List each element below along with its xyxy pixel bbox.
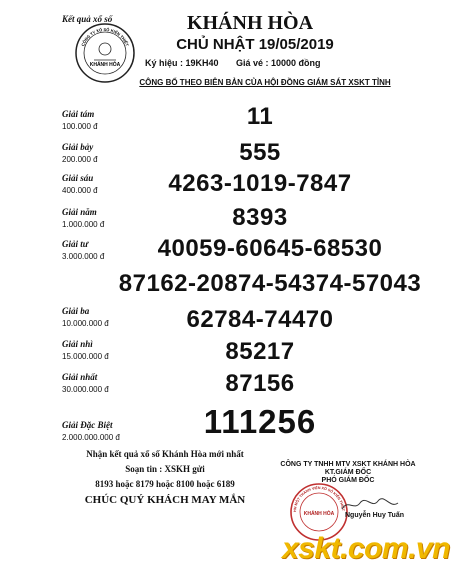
prize-numbers: 40059-60645-68530 xyxy=(157,235,383,262)
prize-amount: 200.000 đ xyxy=(62,155,98,164)
prize-numbers: 11 xyxy=(246,103,274,130)
prize-numbers: 4263-1019-7847 xyxy=(168,170,352,197)
prize-amount: 10.000.000 đ xyxy=(62,319,109,328)
prize-name: Giải sáu xyxy=(62,173,94,183)
draw-date: CHỦ NHẬT 19/05/2019 xyxy=(176,36,334,53)
prize-name: Giải ba xyxy=(62,306,90,316)
prize-name: Giải nhất xyxy=(62,372,98,382)
prize-amount: 3.000.000 đ xyxy=(62,252,105,261)
prize-amount: 400.000 đ xyxy=(62,186,98,195)
signer-name: Nguyễn Huy Tuấn xyxy=(345,512,404,519)
prize-name: Giải tám xyxy=(62,109,95,119)
prize-numbers-line2: 87162-20874-54374-57043 xyxy=(118,270,422,297)
prize-numbers: 87156 xyxy=(225,370,295,397)
seal-ring-text: CÔNG TY XỔ SỐ KIẾN THIẾT xyxy=(80,26,130,47)
prize-numbers: 555 xyxy=(239,139,281,166)
prize-amount: 100.000 đ xyxy=(62,122,98,131)
signature-role: PHÓ GIÁM ĐỐC xyxy=(321,477,375,484)
ticket-ref: Ký hiệu : 19KH40 xyxy=(145,58,219,68)
prize-name: Giải bảy xyxy=(62,142,94,152)
prize-amount: 1.000.000 đ xyxy=(62,220,105,229)
page-title: KHÁNH HÒA xyxy=(186,12,314,34)
prize-name: Giải Đặc Biệt xyxy=(62,420,113,430)
company-name: CÔNG TY TNHH MTV XSKT KHÁNH HÒA xyxy=(280,461,416,468)
ticket-price: Giá vé : 10000 đồng xyxy=(236,58,321,68)
watermark-logo: xskt.com.vn xyxy=(282,532,450,565)
stamp-text: HH MỘT THÀNH VIÊN XỔ SỐ KIẾN THIẾT xyxy=(292,485,345,513)
footer-line-1: Nhận kết quả xổ số Khánh Hòa mới nhất xyxy=(86,449,244,459)
logo-caption: Kết quả xổ số xyxy=(62,14,113,24)
prize-name: Giải nhì xyxy=(62,339,93,349)
prize-numbers: 111256 xyxy=(203,403,317,440)
prize-numbers: 85217 xyxy=(225,338,295,365)
seal-name: KHÁNH HÒA xyxy=(89,62,121,68)
prize-name: Giải năm xyxy=(62,207,97,217)
prize-amount: 15.000.000 đ xyxy=(62,352,109,361)
signature-kt: KT.GIÁM ĐỐC xyxy=(324,469,372,476)
footer-line-2: Soạn tin : XSKH gửi xyxy=(125,464,205,474)
footer-line-3: 8193 hoặc 8179 hoặc 8100 hoặc 6189 xyxy=(95,479,235,489)
prize-numbers: 8393 xyxy=(232,204,288,231)
notice-line: CÔNG BỐ THEO BIÊN BẢN CỦA HỘI ĐỒNG GIÁM SÁT XSKT TỈNH xyxy=(139,78,391,87)
prize-amount: 30.000.000 đ xyxy=(62,385,109,394)
footer-line-4: CHÚC QUÝ KHÁCH MAY MẮN xyxy=(84,494,246,506)
stamp-center-text: KHÁNH HÒA xyxy=(303,511,335,517)
prize-numbers: 62784-74470 xyxy=(186,306,334,333)
prize-name: Giải tư xyxy=(62,239,89,249)
prize-amount: 2.000.000.000 đ xyxy=(62,433,120,442)
company-seal xyxy=(74,22,136,84)
